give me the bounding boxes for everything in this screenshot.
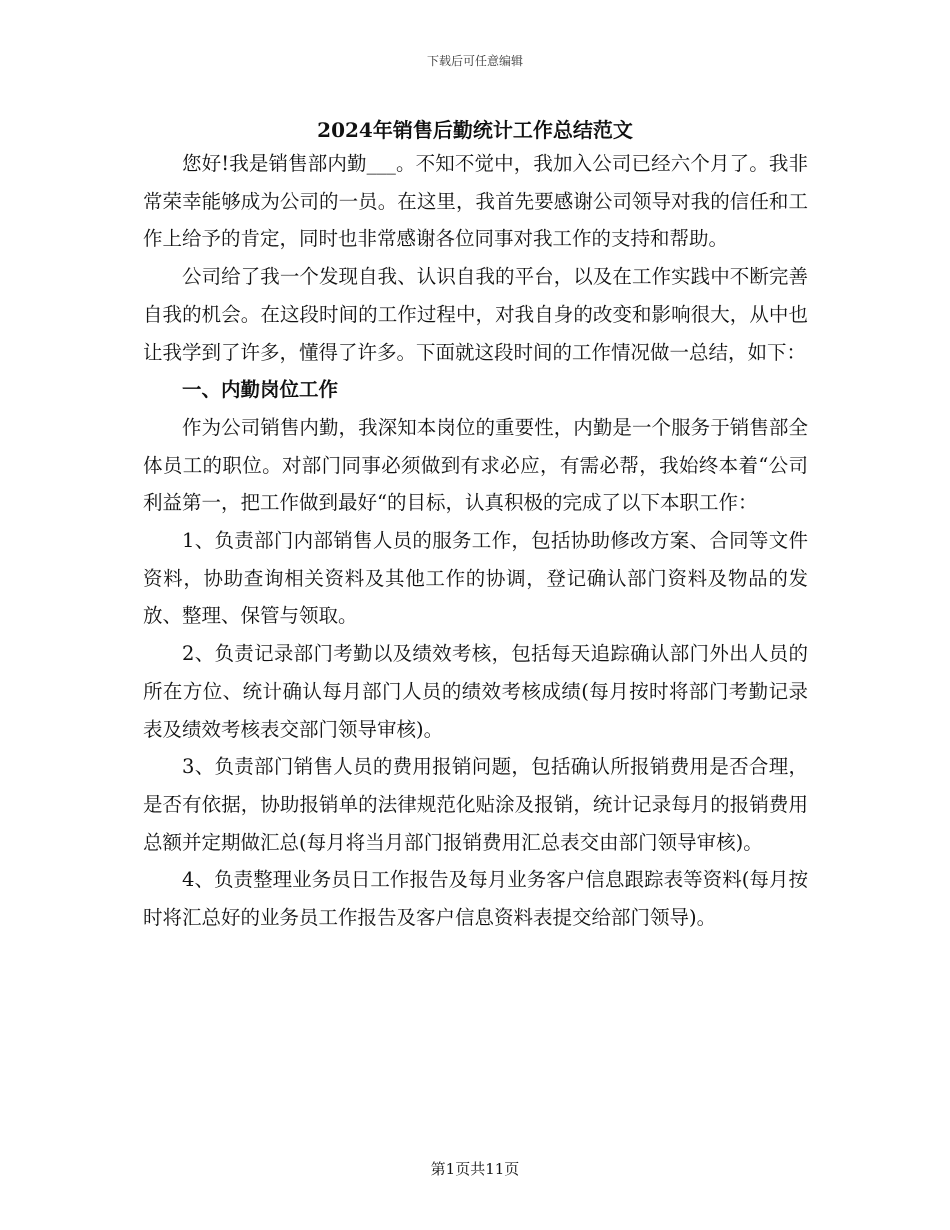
list-item: 4、负责整理业务员日工作报告及每月业务客户信息跟踪表等资料(每月按时将汇总好的业务员工作报告及客户信息资料表提交给部门领导)。 (143, 868, 808, 930)
list-item: 1、负责部门内部销售人员的服务工作，包括协助修改方案、合同等文件资料，协助查询相关资料及其他工作的协调，登记确认部门资料及物品的发放、整理、保管与领取。 (143, 529, 808, 628)
page-number: 第1页共11页 (430, 1160, 520, 1178)
header-note: 下载后可任意编辑 (426, 54, 523, 68)
list-item: 3、负责部门销售人员的费用报销问题，包括确认所报销费用是否合理，是否有依据，协助报销单的法律规范化贴涂及报销，统计记录每月的报销费用总额并定期做汇总(每月将当月部门报销费用汇总表交由部门领导审核)。 (143, 755, 808, 854)
document-body (143, 145, 808, 937)
paragraph: 作为公司销售内勤，我深知本岗位的重要性，内勤是一个服务于销售部全体员工的职位。对部门同事必须做到有求必应，有需必帮，我始终本着“公司利益第一，把工作做到最好“的目标，认真积极的完成了以下本职工作： (143, 415, 808, 515)
paragraph: 您好!我是销售部内勤___。不知不觉中，我加入公司已经六个月了。我非常荣幸能够成为公司的一员。在这里，我首先要感谢公司领导对我的信任和工作上给予的肯定，同时也非常感谢各位同事对我工作的支持和帮助。 (143, 152, 808, 251)
section-heading: 一、内勤岗位工作 (182, 378, 339, 402)
page-title: 2024年销售后勤统计工作总结范文 (317, 118, 633, 142)
list-item: 2、负责记录部门考勤以及绩效考核，包括每天追踪确认部门外出人员的所在方位、统计确认每月部门人员的绩效考核成绩(每月按时将部门考勤记录表及绩效考核表交部门领导审核)。 (143, 642, 808, 741)
paragraph: 公司给了我一个发现自我、认识自我的平台，以及在工作实践中不断完善自我的机会。在这段时间的工作过程中，对我自身的改变和影响很大，从中也让我学到了许多，懂得了许多。下面就这段时间的工作情况做一总结，如下： (143, 265, 808, 364)
